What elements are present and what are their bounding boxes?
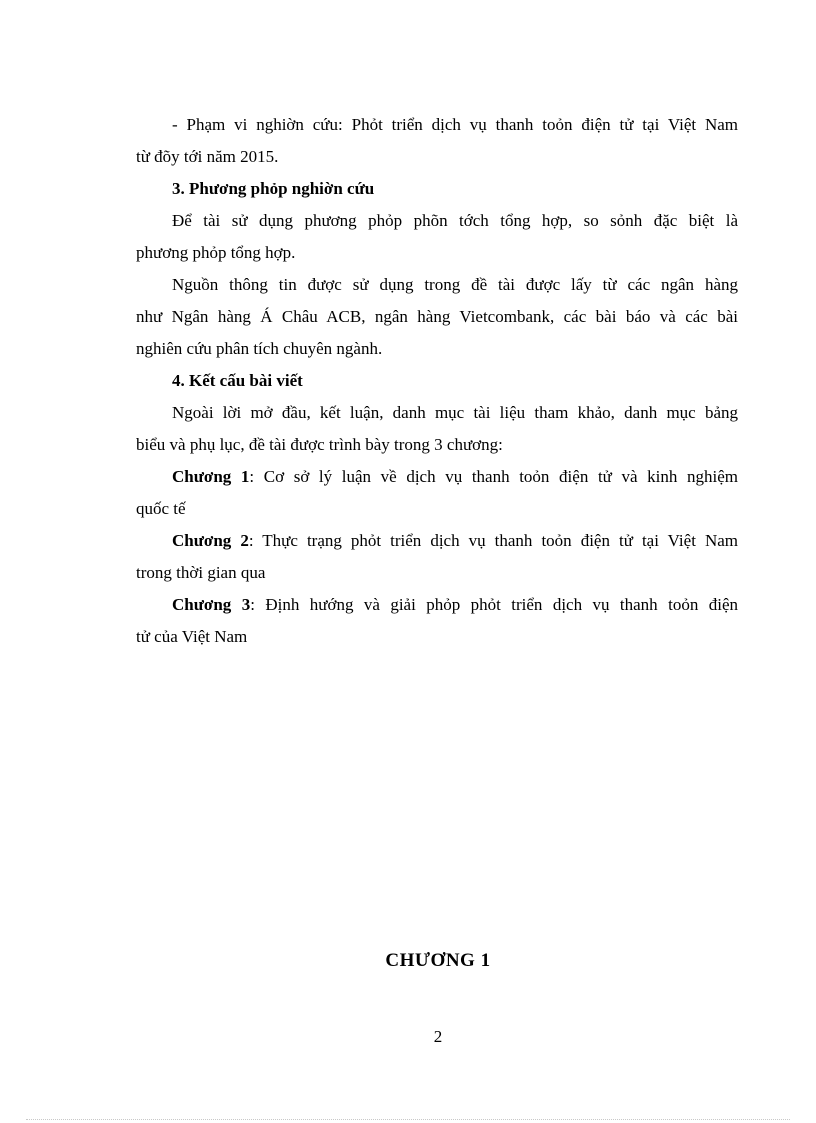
chapter-2-summary-line-2: trong thời gian qua <box>136 563 266 582</box>
section-4-intro-line-1: Ngoài lời mở đầu, kết luận, danh mục tài liệu tham khảo, danh mục bảng <box>172 403 738 422</box>
chapter-1-label: Chương 1 <box>172 467 250 486</box>
chapter-2-summary <box>136 525 738 589</box>
chapter-2-label: Chương 2 <box>172 531 249 550</box>
section-4-heading: 4. Kết cấu bài viết <box>172 371 303 390</box>
scope-line-2: từ đõy tới năm 2015. <box>136 147 279 166</box>
chapter-2-description: : Thực trạng phỏt triển dịch vụ thanh toỏn điện tử tại Việt Nam <box>248 531 738 550</box>
section-3-heading: 3. Phương phỏp nghiờn cứu <box>172 179 375 198</box>
chapter-1-summary-line-1 <box>136 461 738 493</box>
page-edge-divider <box>26 1119 790 1120</box>
chapter-1-summary-line-2: quốc tế <box>136 499 186 518</box>
chapter-1-description: : Cơ sở lý luận về dịch vụ thanh toỏn điện tử và kinh nghiệm <box>249 467 738 486</box>
section-4-intro <box>136 397 738 461</box>
scope-paragraph <box>136 109 738 173</box>
page-number: 2 <box>433 1027 443 1046</box>
page-body <box>136 109 738 653</box>
section-4-intro-line-2: biểu và phụ lục, đề tài được trình bày trong 3 chương: <box>136 435 503 454</box>
chapter-2-summary-line-1 <box>136 525 738 557</box>
section-3-paragraph-2 <box>136 269 738 365</box>
scope-line-1: - Phạm vi nghiờn cứu: Phỏt triển dịch vụ thanh toỏn điện tử tại Việt Nam <box>172 115 738 134</box>
section-3-p2-line-1: Nguồn thông tin được sử dụng trong đề tài được lấy từ các ngân hàng <box>172 275 738 294</box>
chapter-3-summary-line-2: tử của Việt Nam <box>136 627 248 646</box>
section-3-p2-line-3: nghiên cứu phân tích chuyên ngành. <box>136 339 383 358</box>
chapter-title: CHƯƠNG 1 <box>385 950 491 971</box>
chapter-3-label: Chương 3 <box>172 595 251 614</box>
chapter-3-description: : Định hướng và giải phỏp phỏt triển dịch vụ thanh toỏn điện <box>250 595 738 614</box>
chapter-3-summary-line-1 <box>136 589 738 621</box>
chapter-3-summary <box>136 589 738 653</box>
section-3-paragraph-1 <box>136 205 738 269</box>
section-3-p1-line-1: Để tài sử dụng phương phỏp phõn tớch tổng hợp, so sỏnh đặc biệt là <box>172 211 738 230</box>
section-3-p1-line-2: phương phỏp tổng hợp. <box>136 243 296 262</box>
chapter-1-summary <box>136 461 738 525</box>
section-3-p2-line-2: như Ngân hàng Á Châu ACB, ngân hàng Vietcombank, các bài báo và các bài <box>136 307 738 326</box>
